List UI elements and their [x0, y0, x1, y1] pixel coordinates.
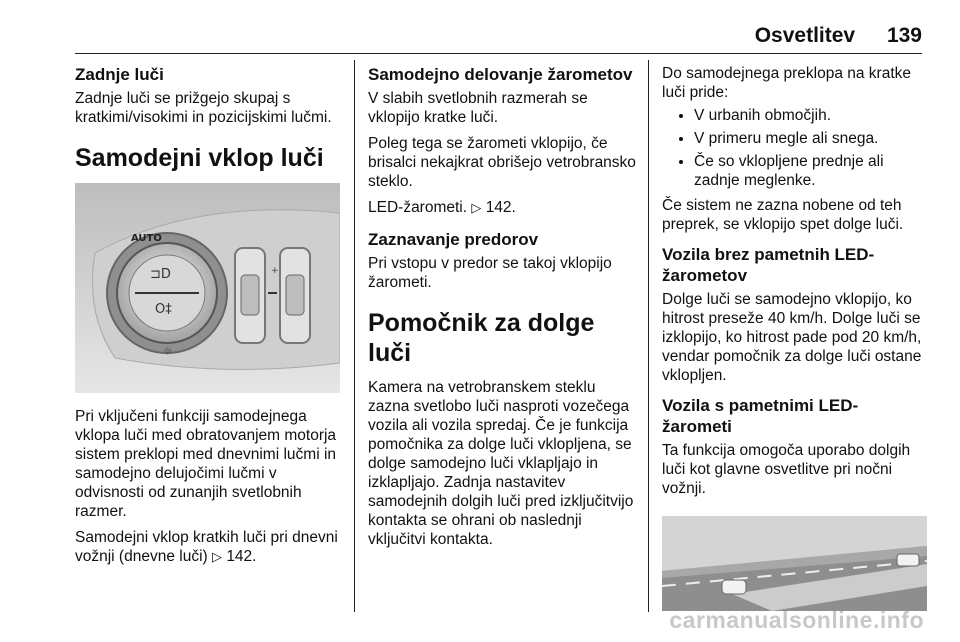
high-beam-assist-heading: Pomočnik za dolge luči — [368, 309, 595, 367]
auto-light-text: Pri vključeni funkciji samodejnega vklopa luči med obratovanjem motorja sistem preklopi med dnevnimi lučmi in samodejno delujočimi lučmi v odvisnosti od zunanjih svetlobnih razmer. — [75, 408, 337, 520]
watermark: carmanualsonline.info — [669, 607, 924, 633]
light-switch-illustration — [75, 183, 340, 393]
rear-lights-heading: Zadnje luči — [75, 65, 164, 84]
column-1 — [75, 64, 345, 573]
auto-light-heading: Samodejni vklop luči — [75, 144, 324, 172]
list-item: • V primeru megle ali snega. — [694, 129, 928, 148]
svg-text:AUTO: AUTO — [131, 233, 162, 244]
header-divider — [75, 53, 922, 54]
page-header — [755, 24, 922, 48]
light-switch-icon — [75, 183, 340, 393]
switch-intro: Do samodejnega preklopa na kratke luči pride: — [662, 65, 912, 101]
road-illustration — [662, 516, 927, 611]
list-item: • V urbanih območjih. — [694, 106, 928, 125]
page-number: 139 — [886, 24, 922, 47]
auto-headlights-text-1: V slabih svetlobnih razmerah se vklopijo kratke luči. — [368, 90, 588, 126]
led-ref-text: LED-žarometi. ▷ 142. — [368, 199, 516, 216]
auto-headlights-heading: Samodejno delovanje žarometov — [368, 65, 633, 84]
conditions-list — [662, 106, 928, 190]
no-obstacle-text: Če sistem ne zazna nobene od teh preprek, se vklopijo spet dolge luči. — [662, 197, 904, 233]
high-beam-assist-text: Kamera na vetrobranskem steklu zazna svetlobo luči nasproti vozečega vozila ali vozila spredaj. Če je funkcija pomočnika za dolge luči vklopljena, se dolge samodejno luči vklapljajo in izklapljajo. Zadnja nastavitev samodejnih dolgih luči pred izključitvijo kontakta se ohrani ob naslednji vključitvi kontakta. — [368, 379, 634, 548]
column-3 — [662, 64, 928, 611]
page-ref[interactable]: 142. — [485, 199, 516, 216]
led-text: Ta funkcija omogoča uporabo dolgih luči kot glavne osvetlitve pri nočni vožnji. — [662, 442, 911, 497]
no-led-heading: Vozila brez pametnih LED-žarometov — [662, 245, 875, 285]
svg-text:⊐D: ⊐D — [150, 267, 171, 282]
page-ref-arrow-icon: ▷ — [212, 549, 222, 564]
road-beam-icon — [662, 516, 927, 611]
page-ref-arrow-icon: ▷ — [471, 200, 482, 215]
svg-text:O‡: O‡ — [155, 302, 172, 317]
column-divider — [354, 60, 355, 612]
list-item: • Če so vklopljene prednje ali zadnje meglenke. — [694, 152, 928, 190]
led-heading: Vozila s pametnimi LED-žarometi — [662, 396, 859, 436]
column-2 — [368, 64, 640, 556]
daytime-lights-text: Samodejni vklop kratkih luči pri dnevni vožnji (dnevne luči) ▷ 142. — [75, 529, 338, 565]
svg-text:☼: ☼ — [163, 345, 173, 358]
page-ref[interactable]: 142. — [226, 548, 257, 565]
svg-text:+: + — [271, 266, 279, 276]
section-title: Osvetlitev — [754, 24, 856, 47]
tunnel-text: Pri vstopu v predor se takoj vklopijo žarometi. — [368, 255, 612, 291]
column-divider — [648, 60, 649, 612]
tunnel-heading: Zaznavanje predorov — [368, 230, 539, 249]
rear-lights-text: Zadnje luči se prižgejo skupaj s kratkimi/visokimi in pozicijskimi lučmi. — [75, 90, 332, 126]
auto-headlights-text-2: Poleg tega se žarometi vklopijo, če brisalci nekajkrat obrišejo vetrobransko steklo. — [368, 135, 636, 190]
no-led-text: Dolge luči se samodejno vklopijo, ko hitrost preseže 40 km/h. Dolge luči se izklopijo, ko hitrost pade pod 20 km/h, vendar pomočnik za dolge luči ostane vklopljen. — [662, 291, 922, 384]
